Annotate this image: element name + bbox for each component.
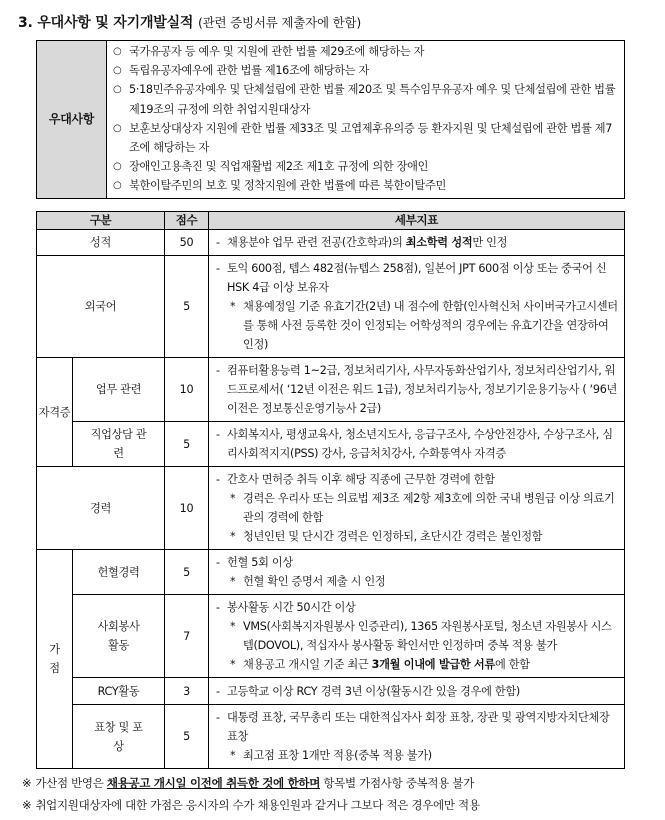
grades-label: 성적	[37, 230, 165, 256]
note-2-text: 취업지원대상자에 대한 가점은 응시자의 수가 채용인원과 같거나 그보다 적은 경우에만 적용	[35, 798, 480, 812]
row-bonus-award	[37, 705, 625, 769]
header-score: 점수	[165, 212, 209, 230]
grades-score: 50	[165, 230, 209, 256]
cert-work-detail	[209, 358, 625, 422]
career-line: - 간호사 면허증 취득 이후 해당 직종에 근무한 경력에 한함	[215, 470, 620, 489]
section-title-main: 3. 우대사항 및 자기개발실적	[18, 15, 194, 31]
bonus-award-detail	[209, 705, 625, 769]
grades-detail	[209, 230, 625, 256]
section-title	[18, 12, 361, 32]
preference-item: ○ 장애인고용촉진 및 직업재활법 제2조 제1호 규정에 의한 장애인	[113, 157, 618, 176]
table-header-row	[37, 212, 625, 230]
bonus-rcy-score: 3	[165, 678, 209, 705]
note-1-text-end: 항목별 가점사항 중복적용 불가	[320, 776, 474, 790]
language-label: 외국어	[37, 256, 165, 358]
grades-detail-bold: 최소학력 성적	[405, 236, 473, 249]
bonus-blood-detail	[209, 550, 625, 595]
note-1-text: 가산점 반영은	[35, 776, 107, 790]
career-label: 경력	[37, 467, 165, 550]
row-career	[37, 467, 625, 550]
bonus-volunteer-detail	[209, 595, 625, 678]
volunteer-note: * VMS(사회복지자원봉사 인증관리), 1365 자원봉사포털, 청소년 자원봉사 시스템(DOVOL), 적십자사 봉사활동 확인서만 인정하며 중복 적용 불가	[215, 617, 620, 655]
note-1	[22, 775, 474, 791]
cert-social-label: 직업상담 관련	[73, 422, 165, 467]
preference-item: ○ 독립유공자예우에 관한 법률 제16조에 해당하는 자	[113, 61, 618, 80]
note-1-emphasis: 채용공고 개시일 이전에 취득한 것에 한하며	[106, 776, 321, 790]
volunteer-note-text-end: 에 한함	[494, 658, 530, 671]
bonus-award-label: 표창 및 포상	[73, 705, 165, 769]
blood-line: - 헌혈 5회 이상	[215, 553, 620, 572]
preferences-label: 우대사항	[37, 41, 107, 199]
row-cert-work	[37, 358, 625, 422]
bonus-volunteer-score: 7	[165, 595, 209, 678]
grades-detail-text: 채용분야 업무 관련 전공(간호학과)의	[227, 236, 406, 249]
scoring-table	[36, 211, 625, 769]
bonus-label: 가 점	[37, 550, 73, 769]
note-2	[22, 797, 480, 813]
preference-item: ○ 5·18민주유공자예우 및 단체설립에 관한 법률 제20조 및 특수임무유공자 예우 및 단체설립에 관한 법률 제19조의 규정에 의한 취업지원대상자	[113, 80, 618, 118]
volunteer-note-2	[215, 655, 620, 674]
cert-social-score: 5	[165, 422, 209, 467]
cert-social-detail	[209, 422, 625, 467]
row-cert-social	[37, 422, 625, 467]
language-line: - 토익 600점, 텝스 482점(뉴텝스 258점), 일본어 JPT 600점 이상 또는 중국어 신HSK 4급 이상 보유자	[215, 259, 620, 297]
row-bonus-rcy	[37, 678, 625, 705]
blood-note: * 헌혈 확인 증명서 제출 시 인정	[215, 572, 620, 591]
award-note: * 최고점 표창 1개만 적용(중복 적용 불가)	[215, 746, 620, 765]
bonus-rcy-label: RCY활동	[73, 678, 165, 705]
row-grades	[37, 230, 625, 256]
row-bonus-blood	[37, 550, 625, 595]
rcy-line: - 고등학교 이상 RCY 경력 3년 이상(활동시간 있을 경우에 한함)	[215, 682, 620, 701]
bonus-volunteer-label: 사회봉사 활동	[73, 595, 165, 678]
preference-item: ○ 북한이탈주민의 보호 및 정착지원에 관한 법률에 따른 북한이탈주민	[113, 176, 618, 195]
grades-detail-text-end: 만 인정	[472, 236, 508, 249]
preference-item: ○ 보훈보상대상자 지원에 관한 법률 제33조 및 고엽제후유의증 등 환자지원 및 단체설립에 관한 법률 제7조에 해당하는 자	[113, 119, 618, 157]
award-line: - 대통령 표창, 국무총리 또는 대한적십자사 회장 표창, 장관 및 광역지방자치단체장 표창	[215, 708, 620, 746]
cert-work-line: - 컴퓨터활용능력 1~2급, 정보처리기사, 사무자동화산업기사, 정보처리산업기사, 워드프로세서( ‘12년 이전은 워드 1급), 정보처리기능사, 정보기기운용기능사 ( ‘96년 이전은 정보통신운영기능사 2급)	[215, 361, 620, 418]
language-score: 5	[165, 256, 209, 358]
volunteer-note-bold: 3개월 이내에 발급한 서류	[371, 658, 495, 671]
career-detail	[209, 467, 625, 550]
career-note: * 청년인턴 및 단시간 경력은 인정하되, 초단시간 경력은 불인정함	[215, 527, 620, 546]
career-note: * 경력은 우리사 또는 의료법 제3조 제2항 제3호에 의한 국내 병원급 이상 의료기관의 경력에 한함	[215, 489, 620, 527]
language-detail	[209, 256, 625, 358]
bonus-blood-label: 헌혈경력	[73, 550, 165, 595]
preferences-list	[107, 41, 625, 199]
section-title-sub: (관련 증빙서류 제출자에 한함)	[197, 15, 362, 30]
cert-work-label: 업무 관련	[73, 358, 165, 422]
header-category: 구분	[37, 212, 165, 230]
bonus-blood-score: 5	[165, 550, 209, 595]
volunteer-line: - 봉사활동 시간 50시간 이상	[215, 598, 620, 617]
bonus-rcy-detail	[209, 678, 625, 705]
cert-social-line: - 사회복지사, 평생교육사, 청소년지도사, 응급구조사, 수상안전강사, 수상구조사, 심리사회적지지(PSS) 강사, 응급처치강사, 수화통역사 자격증	[215, 425, 620, 463]
row-bonus-volunteer	[37, 595, 625, 678]
header-detail: 세부지표	[209, 212, 625, 230]
preferences-table	[36, 40, 625, 199]
note-mark: ※	[22, 798, 32, 812]
career-score: 10	[165, 467, 209, 550]
row-language	[37, 256, 625, 358]
note-mark: ※	[22, 776, 32, 790]
preference-item: ○ 국가유공자 등 예우 및 지원에 관한 법률 제29조에 해당하는 자	[113, 42, 618, 61]
bonus-award-score: 5	[165, 705, 209, 769]
volunteer-note-text: 채용공고 개시일 기준 최근	[243, 658, 372, 671]
cert-label: 자격증	[37, 358, 73, 467]
cert-work-score: 10	[165, 358, 209, 422]
language-note: * 채용예정일 기준 유효기간(2년) 내 점수에 한함(인사혁신처 사이버국가고시센터를 통해 사전 등록한 것이 인정되는 어학성적의 경우에는 유효기간을 연장하여 인정)	[215, 297, 620, 354]
